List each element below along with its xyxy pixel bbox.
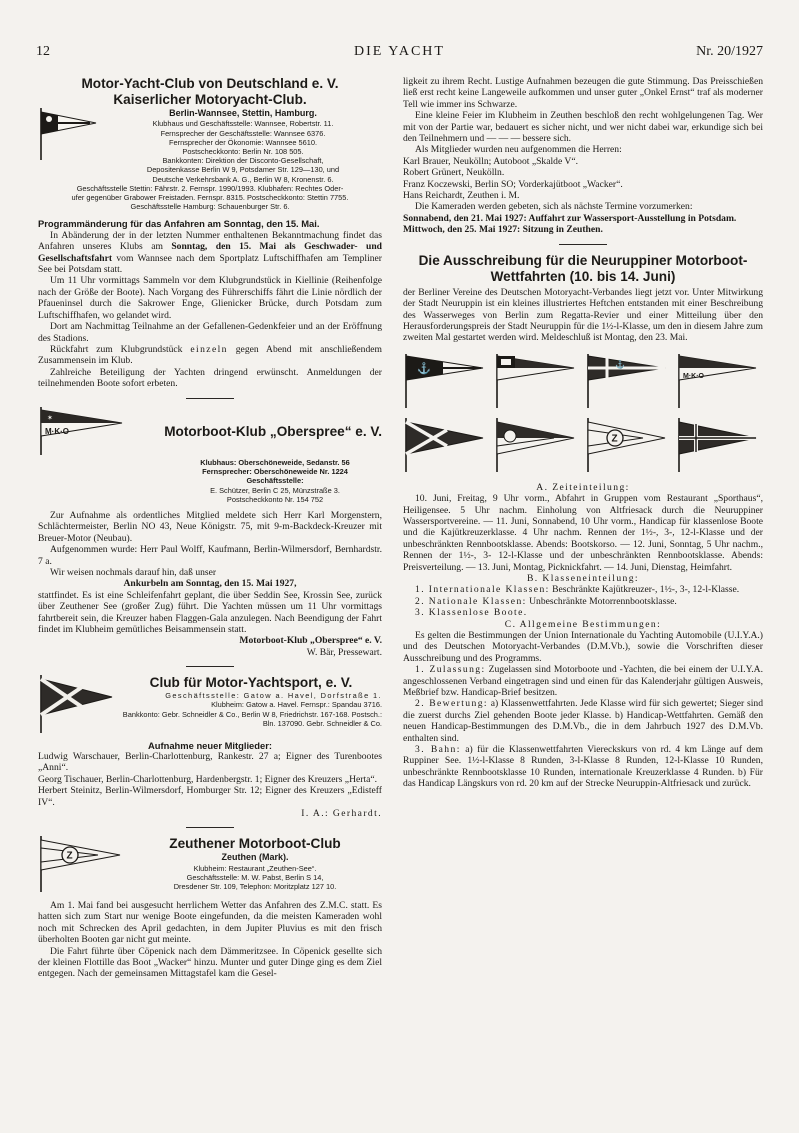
member-entry: Georg Tischauer, Berlin-Charlottenburg, Hardenbergstr. 1; Eigner des Kreuzers „Herta“.: [38, 773, 378, 785]
nordic-cross-pennant-icon: [676, 418, 758, 472]
page-header: [36, 44, 763, 64]
member-entry: Franz Koczewski, Berlin SO; Vorderkajütboot „Wacker“.: [403, 178, 623, 190]
club-section-zeuthen: Z Zeuthener Motorboot-Club Zeuthen (Mark). Klubheim: Restaurant „Zeuthen-See“. Geschäftsstelle: M. W. Pabst, Berlin S 14, Dresdener Str. 109, Telephon: Moritzplatz 127 10. Am 1. Mai fand bei ausgesucht herrlichem Wetter das Anfahren des Z.M.C. statt. Es hatten sich zum Start nur wenige Boote eingefunden, da die meisten Kameraden wohl noch mit Schrecken des April gedachten, in dem Jupiter Pluvius es mit den frisch überholten Booten gar nicht gut meinte. Die Fahrt führte über Cöpenick nach dem Dämmeritzsee. In Cöpenick gesellte sich der kleinen Flottille das Boot „Wacker“ hinzu. Munter und guter Dinge ging es dem Ziel entgegen. Nach der gemeinsamen Mittagstafel kam die Gesel-: [38, 836, 382, 980]
signature: I. A.: Gerhardt.: [301, 808, 382, 820]
club-section-oberspree: M·K·O ✶ Motorboot-Klub „Oberspree“ e. V. Klubhaus: Oberschöneweide, Sedanstr. 56 Fernsprecher: Oberschöneweide Nr. 1224 Geschäftsstelle: E. Schützer, Berlin C 25, Münzstraße 3. Postscheckkonto Nr. 154 752 Zur Aufnahme als ordentliches Mitglied meldete sich Herr Karl Morgenstern, Schlächtermeister, Berlin NO 43, Neue Königstr. 75, mit 9-m-Backdeck-Kreuzer mit Breuer-Motor (Neubau). Aufgenommen wurde: Herr Paul Wolff, Kaufmann, Berlin-Wilmersdorf, Bernhardstr. 7 a. Wir weisen nochmals darauf hin, daß unser Ankurbeln am Sonntag, den 15. Mai 1927, stattfindet. Es ist eine Schleifenfahrt geplant, die über Seddin See, Krossin See, zurück über Zeuthener See (großer Zug) führt. Die Yachten müssen um 11 Uhr vormittags fahrtbereit sein, die Kreuzer haben Flaggen-Gala anzulegen. Nach Beendigung der Fahrt findet im Klubheim gemütliches Beisammensein statt. Motorboot-Klub „Oberspree“ e. V. W. Bär, Pressewart.: [38, 407, 382, 668]
member-entry: Hans Reichardt, Zeuthen i. M.: [403, 190, 520, 202]
member-entry: Karl Brauer, Neukölln; Autoboot „Skalde V“.: [403, 155, 579, 167]
mycd-pennant-icon: [38, 108, 98, 163]
ensign-pennant-icon: [494, 354, 576, 408]
divider: [186, 398, 234, 399]
svg-text:M·K·O: M·K·O: [683, 372, 704, 380]
member-entry: Robert Grünert, Neukölln.: [403, 167, 505, 179]
section-heading: B. Klasseneinteilung:: [526, 572, 639, 584]
section-heading: Programmänderung für das Anfahren am Sonntag, den 15. Mai.: [38, 218, 320, 230]
anchor-pennant-icon: [403, 354, 485, 408]
club-subtitle: Kaiserlicher Motoryacht-Club.: [113, 92, 307, 107]
crest-pennant-icon: [494, 418, 576, 472]
svg-text:⚓: ⚓: [417, 362, 431, 375]
member-entry: Ludwig Warschauer, Berlin-Charlottenburg, Rankestr. 27 a; Eigner des Turenbootes „Anni“.: [38, 751, 382, 774]
club-title: Motorboot-Klub „Oberspree“ e. V.: [164, 424, 382, 440]
club-location: Berlin-Wannsee, Stettin, Hamburg.: [169, 108, 317, 118]
magazine-title: DIE YACHT: [354, 44, 445, 59]
zeuthen-pennant-icon: [38, 836, 122, 895]
cmy-pennant-icon: [38, 675, 114, 736]
club-title: Club für Motor-Yachtsport, e. V.: [149, 675, 353, 691]
club-title: Motor-Yacht-Club von Deutschland e. V.: [81, 76, 339, 91]
svg-text:⚓: ⚓: [615, 359, 625, 369]
saltire-pennant-icon: [403, 418, 485, 472]
section-heading: A. Zeiteinteilung:: [536, 481, 630, 493]
date-entry: Mittwoch, den 25. Mai 1927: Sitzung in Zeuthen.: [403, 224, 603, 236]
svg-text:✶: ✶: [47, 413, 53, 422]
divider: [186, 827, 234, 828]
svg-text:Z: Z: [66, 850, 73, 862]
zeuthen-pennant-icon: [585, 418, 667, 472]
divider: [559, 244, 607, 245]
cross-anchor-pennant-icon: [585, 354, 667, 408]
section-heading: Aufnahme neuer Mitglieder:: [148, 739, 272, 751]
mko-pennant-icon: [38, 407, 124, 458]
club-section-cmy: Club für Motor-Yachtsport, e. V. Geschäftsstelle: Gatow a. Havel, Dorfstraße 1. Klubheim: Gatow a. Havel. Fernspr.: Spandau 3716. Bankkonto: Gebr. Schneidler & Co., Berlin W 8, Friedrichstr. 167-168. Postsch.: Bln. 137090. Gebr. Schneidler & Co. Aufnahme neuer Mitglieder: Ludwig Warschauer, Berlin-Charlottenburg, Rankestr. 27 a; Eigner des Turenbootes „Anni“. Georg Tischauer, Berlin-Charlottenburg, Hardenbergstr. 1; Eigner des Kreuzers „Herta“. Herbert Steinitz, Berlin-Wilmersdorf, Homburger Str. 12; Eigner des Kreuzers „Edisteff IV“. I. A.: Gerhardt.: [38, 675, 382, 828]
page-number: 12: [36, 44, 50, 59]
article-title: Die Ausschreibung für die Neuruppiner Motorboot-Wettfahrten (10. bis 14. Juni): [418, 252, 748, 284]
svg-text:M·K·O: M·K·O: [45, 426, 69, 436]
signature: Motorboot-Klub „Oberspree“ e. V.: [239, 635, 382, 647]
club-section-mycd: Motor-Yacht-Club von Deutschland e. V. Kaiserlicher Motoryacht-Club. Berlin-Wannsee, Stettin, Hamburg. Klubhaus und Geschäftsstelle: Wannsee, Robertstr. 11. Fernsprecher der Geschäftsstelle: Wannsee 6376. Fernsprecher der Ökonomie: Wannsee 5610. Postscheckkonto: Berlin Nr. 108 505. Bankkonten: Direktion der Disconto-Gesellschaft, Depositenkasse Berlin W 9, Potsdamer Str. 129—130, und Deutsche Verkehrsbank A. G., Berlin W 8, Kronenstr. 6. Geschäftsstelle Stettin: Fährstr. 2. Fernspr. 1990/1993. Klubhafen: Rechtes Oder- ufer gegenüber Grabower Freistaden. Fernspr. 8315. Postscheckkonto: Stettin 7755. Geschäftsstelle Hamburg: Schauenburger Str. 6. Programmänderung für das Anfahren am Sonntag, den 15. Mai. In Abänderung der in der letzten Nummer enthaltenen Bekanntmachung findet das Anfahren unseres Klubs am Sonntag, den 15. Mai als Geschwader- und Gesellschaftsfahrt vom Wannsee nach dem Sportplatz Luftschiffhafen am Templiner See bei Potsdam statt. Um 11 Uhr vormittags Sammeln vor dem Klubgrundstück in Kiellinie (Reihenfolge nach der Größe der Boote). Nach Vorgang des Führerschiffs fährt die Linie nördlich der Pfaueninsel durch die Sakrower Enge, Glienicker Brücke, durch Potsdam zum Luftschiffhafen, wo gelandet wird. Dort am Nachmittag Teilnahme an der Gefallenen-Gedenkfeier und an der Eröffnung des Stadions. Rückfahrt zum Klubgrundstück einzeln gegen Abend mit anschließendem Zusammensein im Klub. Zahlreiche Beteiligung der Yachten dringend erwünscht. Anmeldungen der teilnehmenden Boote sofort erbeten.: [38, 76, 382, 399]
club-title: Zeuthener Motorboot-Club: [169, 836, 341, 852]
svg-text:Z: Z: [611, 433, 618, 445]
left-column: [38, 76, 382, 1115]
section-heading: C. Allgemeine Bestimmungen:: [504, 618, 662, 630]
divider: [186, 666, 234, 667]
right-column: ligkeit zu ihrem Recht. Lustige Aufnahmen bezeugen die gute Stimmung. Das Preisschießen ließ erst recht keine Langeweile aufkommen und unser guter „Onkel Ernst“ traf als moderner Tell wie immer ins Schwarze. Eine kleine Feier im Klubheim in Zeuthen beschloß den recht wohlgelungenen Tag. Wer mit von der Partie war, bedauert es sicher nicht, und wer nicht dabei war, erkundige sich bei den Teilnehmern und — — — bessere sich. Als Mitglieder wurden neu aufgenommen die Herren: Karl Brauer, Neukölln; Autoboot „Skalde V“. Robert Grünert, Neukölln. Franz Koczewski, Berlin SO; Vorderkajütboot „Wacker“. Hans Reichardt, Zeuthen i. M. Die Kameraden werden gebeten, sich als nächste Termine vorzumerken: Sonnabend, den 21. Mai 1927: Auffahrt zur Wassersport-Ausstellung in Potsdam. Mittwoch, den 25. Mai 1927: Sitzung in Zeuthen. Die Ausschreibung für die Neuruppiner Motorboot-Wettfahrten (10. bis 14. Juni) der Berliner Vereine des Deutschen Motoryacht-Verbandes liegt jetzt vor. Unter Mitwirkung der Stadt Neuruppin ist ein kleines illustriertes Heftchen entstanden mit einer Beschreibung des Wasserweges von Berlin zum Regatta-Revier und einer Mitteilung über den Herausforderungspreis der Stadt Neuruppin für die 1½-l-Klasse, um den in diesem Jahre zum zweiten Mal gestartet werden wird. Meldeschluß ist Montag, den 23. Mai. ⚓ ⚓ M·K·O Z A. Zeiteinteilung: 10. Juni, Freitag, 9 Uhr vorm., Abfahrt in Gruppen vom Restaurant „Sporthaus“, Heiligensee. 5 Uhr nachm. Einholung von Altfriesack durch die Neuruppiner Wassersportvereine. — 11. Juni, Sonnabend, 10 Uhr vorm., Handicap für klassenlose Boote und die Kajütkreuzerklasse. 4 Uhr nachm. Rennen der 1½-, 3-, 12-l-Klasse und der unbeschränkten Rennbootsklasse. Abends: Bootskorso. — 12. Juni, Sonntag, 5 Uhr nachm., Rennen der 1½-, 3- 12-l-Klasse und der unbeschränkten Rennbootsklasse. Abends: Preisverteilung. — 13. Juni, Montag, Picknickfahrt. — 14. Juni, Dienstag, Heimfahrt. B. Klasseneinteilung: 1. Internationale Klassen: Beschränkte Kajütkreuzer-, 1½-, 3-, 12-l-Klasse. 2. Nationale Klassen: Unbeschränkte Motorrennbootsklasse. 3. Klassenlose Boote. C. Allgemeine Bestimmungen: Es gelten die Bestimmungen der Union Internationale du Yachting Automobile (U.I.Y.A.) und des Deutschen Motoryacht-Verbandes (D.M.Vb.), sowie die Vorschriften dieser Ausschreibung und des Programms. 1. Zulassung: Zugelassen sind Motorboote und -Yachten, die bei einem der U.I.Y.A. angeschlossenen Verband eingetragen sind und einen für das Kalenderjahr gültigen Ausweis, Meßbrief bzw. Handicap-Brief besitzen. 2. Bewertung: a) Klassenwettfahrten. Jede Klasse wird für sich gewertet; Sieger sind die zuerst durchs Ziel gehenden Boote jeder Klasse. b) Handicap-Wettfahrten. Gemäß den neuen Handicap-Bestimmungen des D.M.Vb., die in dem Jahrbuch 1927 des D.M.Vb. enthalten sind. 3. Bahn: a) für die Klassenwettfahrten Viereckskurs von rd. 4 km Länge auf dem Ruppiner See. 1½-l-Klasse 8 Runden, 3-l-Klasse 8 Runden, 12-l-Klasse 10 Runden, unbeschränkte Rennbootsklasse 10 Runden, internationale Kreuzerklasse 4 Runden. b) Für das Handicap Längskurs von rd. 20 km auf der Strecke Neuruppin-Altfriesack und zurück.: [403, 76, 763, 790]
club-flags-figure: [403, 354, 761, 472]
signature: W. Bär, Pressewart.: [306, 646, 382, 658]
issue-number: Nr. 20/1927: [696, 44, 763, 59]
member-entry: Herbert Steinitz, Berlin-Wilmersdorf, Homburger Str. 12; Eigner des Kreuzers „Edisteff IV“.: [38, 785, 382, 808]
date-entry: Sonnabend, den 21. Mai 1927: Auffahrt zur Wassersport-Ausstellung in Potsdam.: [403, 212, 737, 224]
mko-pennant-icon: [676, 354, 758, 408]
